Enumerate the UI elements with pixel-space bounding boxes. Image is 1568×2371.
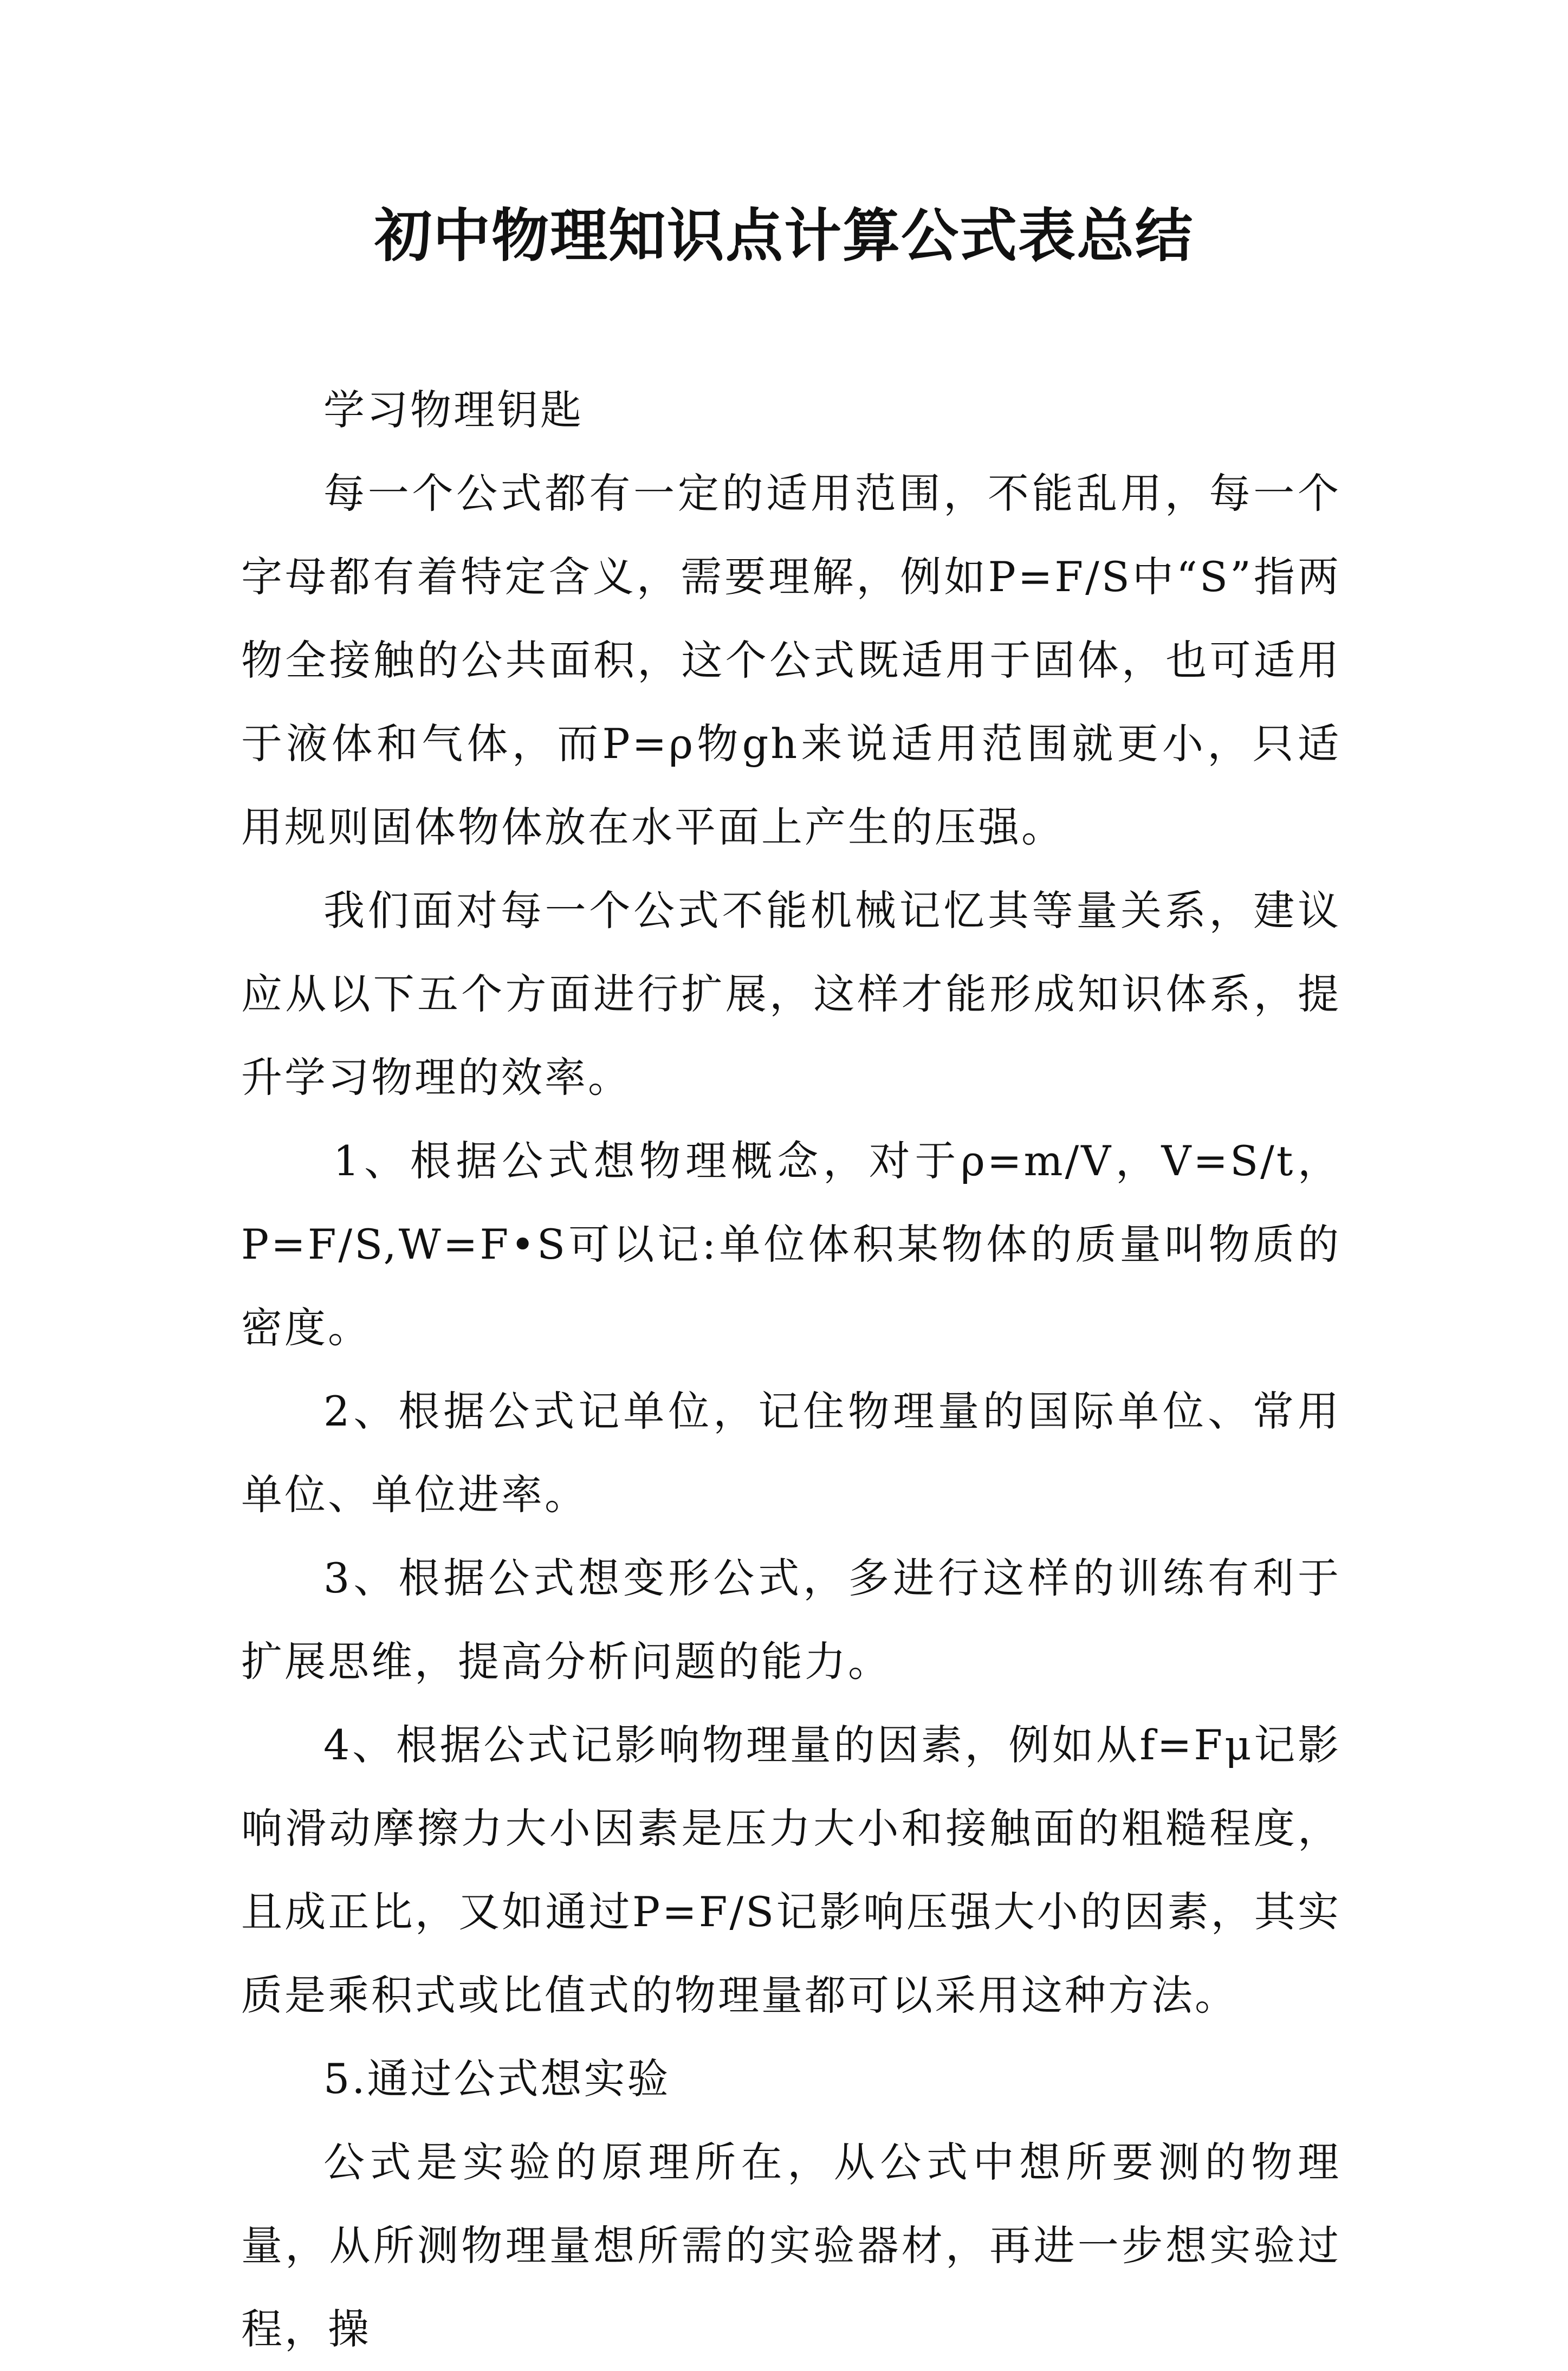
document-body (241, 368, 1341, 2371)
section-heading-physics-key: 学习物理钥匙 (323, 386, 584, 434)
paragraph-five-aspects: 我们面对每一个公式不能机械记忆其等量关系，建议应从以下五个方面进行扩展，这样才能形成知识体系，提升学习物理的效率。 (241, 886, 1341, 1102)
document-title: 初中物理知识点计算公式表总结 (374, 202, 1194, 269)
list-item-4-factors: 4、根据公式记影响物理量的因素，例如从f=Fμ记影响滑动摩擦力大小因素是压力大小和接触面的粗糙程度，且成正比，又如通过P=F/S记影响压强大小的因素，其实质是乘积式或比值式的物理量都可以采用这种方法。 (241, 1721, 1341, 2019)
section-heading-experiments: 5.通过公式想实验 (323, 2055, 671, 2103)
list-item-3-variants: 3、根据公式想变形公式，多进行这样的训练有利于扩展思维，提高分析问题的能力。 (241, 1554, 1341, 1686)
paragraph-experiment-principle: 公式是实验的原理所在，从公式中想所要测的物理量，从所测物理量想所需的实验器材，再进一步想实验过程，操 (241, 2138, 1341, 2353)
paragraph-formula-scope: 每一个公式都有一定的适用范围，不能乱用，每一个字母都有着特定含义，需要理解，例如P=F/S中“S”指两物全接触的公共面积，这个公式既适用于固体，也可适用于液体和气体，而P=ρ物gh来说适用范围就更小，只适用规则固体物体放在水平面上产生的压强。 (241, 469, 1341, 851)
list-item-2-units: 2、根据公式记单位，记住物理量的国际单位、常用单位、单位进率。 (241, 1387, 1341, 1519)
list-item-1-concepts: 1、根据公式想物理概念，对于ρ=m/V，V=S/t，P=F/S,W=F•S可以记:单位体积某物体的质量叫物质的密度。 (241, 1137, 1341, 1352)
